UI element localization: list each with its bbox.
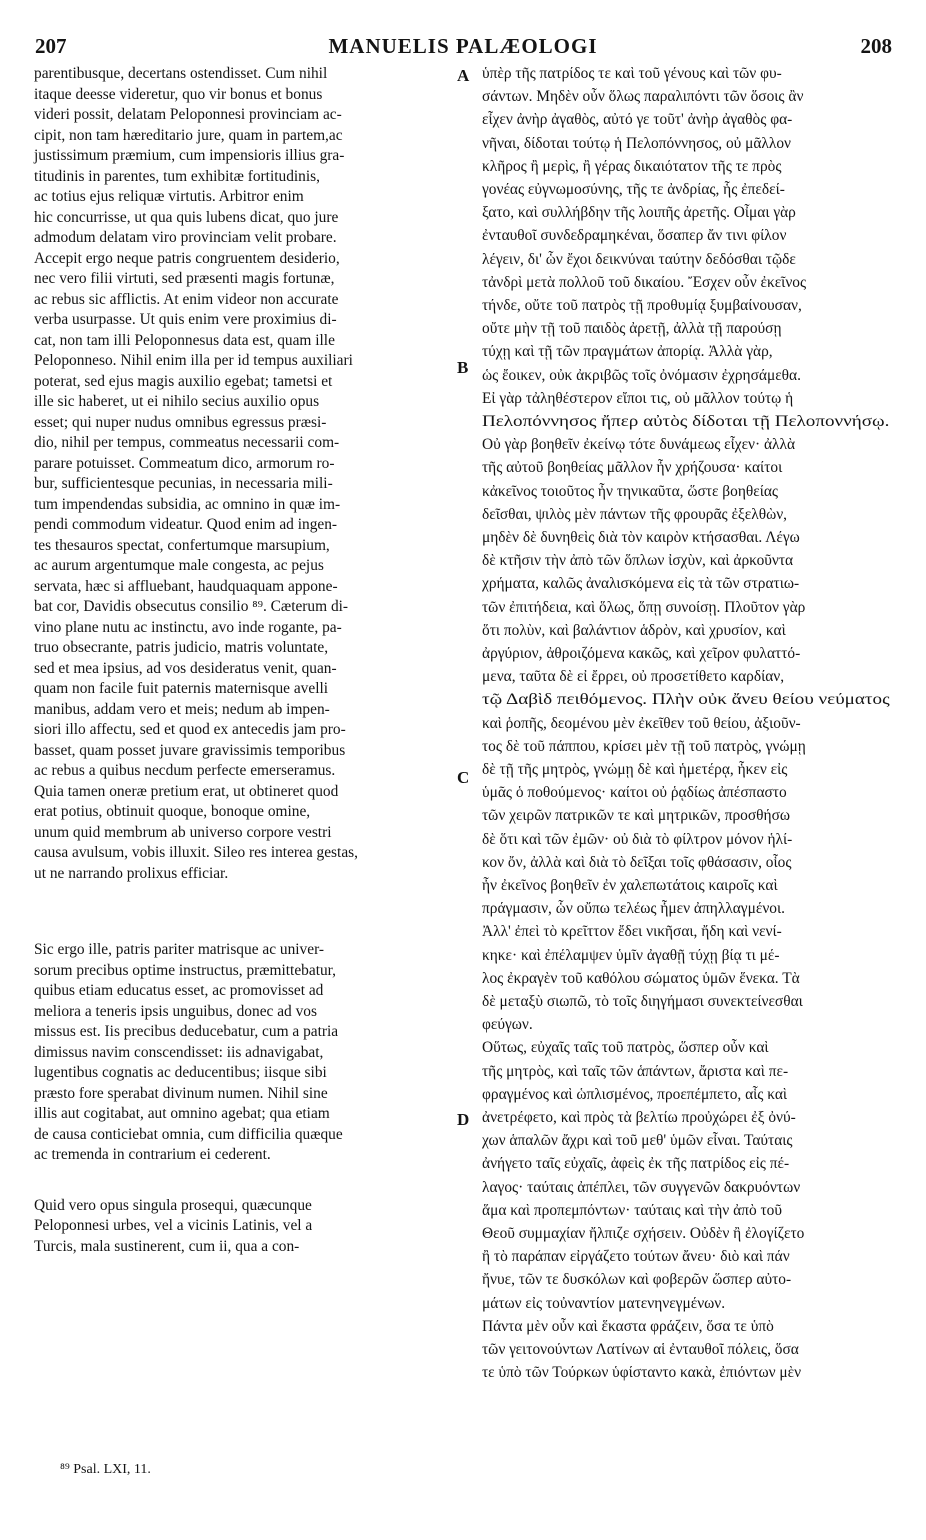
- text-line: γονέας εὐγνωμοσύνης, τῆς τε ἀνδρίας, ἧς ἐπεδεί-: [482, 181, 785, 198]
- text-line: ξατο, καὶ συλλήβδην τῆς λοιπῆς ἀρετῆς. Οἶμαι γὰρ: [482, 204, 796, 222]
- text-line: τῆς μητρὸς, καὶ ταῖς τῶν ἁπάντων, ἄριστα καὶ πε-: [482, 1062, 789, 1080]
- text-line: sed et mea ipsius, ad vos desideratus venit, quan-: [34, 659, 337, 677]
- text-line: basset, quam posset juvare gravissimis temporibus: [34, 741, 346, 759]
- text-line: servata, hæc si affluebant, haudquaquam appone-: [34, 577, 338, 595]
- text-line: Θεοῦ συμμαχίαν ἤλπιζε σχήσειν. Οὐδὲν ἢ ἐλογίζετο: [482, 1225, 805, 1242]
- text-line: τος δὲ τοῦ πάππου, κρίσει μὲν τῇ τοῦ πατρὸς, γνώμῃ: [482, 737, 806, 755]
- text-line: τῷ Δαβὶδ πειθόμενος. Πλὴν οὐκ ἄνευ θείου νεύματος: [482, 691, 890, 709]
- margin-letter-b: B: [457, 358, 469, 377]
- text-line: ἦν ἐκεῖνος βοηθεῖν ἐν χαλεπωτάτοις καιροῖς καὶ: [482, 877, 778, 894]
- text-line: quibus etiam educatus esset, ac promovisset ad: [34, 982, 324, 999]
- text-line: ἅμα καὶ προπεμπόντων· ταύταις καὶ τὴν ἀπὸ τοῦ: [482, 1201, 782, 1219]
- text-line: bat cor, Davidis obsecutus consilio ⁸⁹. Cæterum di-: [34, 598, 349, 615]
- text-line: οὔτε μὴν τῇ τοῦ παιδὸς ἀρετῇ, ἀλλὰ τῇ παρούσῃ: [482, 320, 782, 338]
- text-line: quam non facile fuit paternis maternisque avelli: [34, 680, 329, 697]
- text-line: sorum precibus optime instructus, præmittebatur,: [34, 961, 337, 979]
- text-line: ἤνυε, τῶν τε δυσκόλων καὶ φοβερῶν ὥσπερ αὐτο-: [482, 1271, 792, 1289]
- text-line: verba usurpasse. Ut quis enim vere proximius di-: [34, 311, 337, 328]
- text-line: ἀνετρέφετο, καὶ πρὸς τὰ βελτίω προὐχώρει ἐξ ὀνύ-: [482, 1109, 796, 1126]
- text-line: missus est. Iis precibus deducebatur, cum a patria: [34, 1023, 339, 1040]
- text-line: dimissus navim conscendisset: iis adnavigabat,: [34, 1043, 324, 1061]
- text-line: pendi commodum videatur. Quod enim ad ingen-: [34, 516, 338, 533]
- text-line: ut ne narrando prolixus efficiar.: [34, 864, 229, 882]
- text-line: Quia tamen oneræ pretium erat, ut obtineret quod: [34, 782, 339, 800]
- text-line: εἶχεν ἀνὴρ ἀγαθὸς, αὐτό γε τοῦτ' ἀνὴρ ἀγαθὸς φα-: [482, 111, 793, 129]
- text-line: meliora a teneris ipsis unguibus, donec ad vos: [34, 1002, 317, 1020]
- text-line: parare potuisset. Commeatum dico, armorum ro-: [34, 454, 335, 472]
- text-line: τύχῃ καὶ τῇ τῶν πραγμάτων ἀπορίᾳ. Ἀλλὰ γὰρ,: [482, 343, 773, 361]
- text-line: præsto fore sperabat divinum numen. Nihil sine: [34, 1084, 328, 1102]
- text-line: ac totius ejus reliquæ virtutis. Arbitror enim: [34, 188, 304, 205]
- text-line: λαγος· ταύταις ἀπέπλει, τῶν συγγενῶν δακρυόντων: [482, 1178, 801, 1196]
- text-line: cat, non tam illi Peloponnesus data est, quam ille: [34, 331, 335, 349]
- text-line: τῶν χειρῶν πατρικῶν τε καὶ μητρικῶν, προσθήσω: [482, 807, 791, 825]
- text-line: illis aut cogitabat, aut omnino agebat; qua etiam: [34, 1105, 330, 1122]
- text-line: videri possit, delatam Peloponnesi provinciam ac-: [34, 106, 342, 123]
- text-line: Οὕτως, εὐχαῖς ταῖς τοῦ πατρὸς, ὥσπερ οὖν καὶ: [482, 1039, 769, 1057]
- text-line: dio, nihil per tempus, commeatus necessarii com-: [34, 434, 340, 451]
- text-line: σάντων. Μηδὲν οὖν ὅλως παραλιπόντι τῶν ὅσοις ἂν: [482, 88, 804, 106]
- text-line: λέγειν, δι' ὧν ἔχοι δεικνύναι ταύτην δεδόσθαι τῷδε: [482, 250, 796, 268]
- text-line: Ἀλλ' ἐπεὶ τὸ κρεῖττον ἔδει νικῆσαι, ἤδη καὶ νενί-: [482, 923, 782, 941]
- text-line: ac tremenda in contrarium ei cederent.: [34, 1146, 271, 1163]
- text-line: ὑμᾶς ὁ ποθούμενος· καίτοι οὐ ῥᾳδίως ἀπέσπαστο: [482, 784, 787, 802]
- text-line: Accepit ergo neque patris congruentem desiderio,: [34, 249, 340, 267]
- text-line: δὲ ὅτι καὶ τῶν ἐμῶν· οὐ διὰ τὸ φίλτρον μόνον ἡλί-: [482, 830, 793, 848]
- page-number-right: 208: [860, 34, 892, 58]
- text-line: δὲ τῇ τῆς μητρὸς, γνώμῃ δὲ καὶ ἡμετέρᾳ, ἧκεν εἰς: [482, 761, 788, 778]
- text-line: ac rebus sic afflictis. At enim videor non accurate: [34, 290, 339, 308]
- text-line: τῶν γειτονούντων Λατίνων αἱ ἐνταυθοῖ πόλεις, ὅσα: [482, 1341, 799, 1358]
- page-number-left: 207: [35, 34, 67, 58]
- text-line: κλῆρος ἢ μερὶς, ἢ γέρας δικαιότατον τῆς τε πρὸς: [482, 157, 782, 175]
- text-line: ὑπὲρ τῆς πατρίδος τε καὶ τοῦ γένους καὶ τῶν φυ-: [482, 65, 782, 82]
- text-line: τῶν ἐπιτήδεια, καὶ ὅλως, ὅπῃ συνοίσῃ. Πλοῦτον γὰρ: [482, 598, 806, 616]
- text-line: μάτων εἰς τοὐναντίον ματενηνεγμένων.: [482, 1294, 726, 1312]
- text-line: τἀνδρὶ μετὰ πολλοῦ τοῦ δικαίου. Ἔσχεν οὖν ἐκεῖνος: [482, 273, 807, 291]
- text-line: manibus, addam vero et meis; nedum ab impen-: [34, 700, 330, 718]
- text-line: justissimum præmium, cum impensioris illius gra-: [34, 147, 345, 164]
- text-line: itaque deesse videretur, quo vir bonus et bonus: [34, 85, 323, 103]
- text-line: Peloponneso. Nihil enim illa per id tempus auxiliari: [34, 352, 353, 369]
- text-line: hic concurrisse, ut qua quis lubens dicat, quo jure: [34, 208, 339, 226]
- text-line: κον ὄν, ἀλλὰ καὶ διὰ τὸ δεῖξαι τοῖς φθάσασιν, οἷος: [482, 853, 792, 871]
- text-line: Εἰ γὰρ τἀληθέστερον εἴποι τις, οὐ μᾶλλον τούτῳ ἡ: [482, 389, 794, 407]
- text-line: causa avulsum, vobis illuxit. Sileo res interea gestas,: [34, 844, 358, 861]
- text-line: τῆς αὐτοῦ βοηθείας μᾶλλον ἦν χρήζουσα· καίτοι: [482, 459, 783, 477]
- text-line: poterat, sed ejus magis auxilio egebat; tametsi et: [34, 372, 333, 390]
- text-line: Turcis, mala sustinerent, cum ii, qua a con-: [34, 1237, 300, 1255]
- text-line: Quid vero opus singula prosequi, quæcunque: [34, 1196, 312, 1214]
- text-line: μηδὲν δὲ δυνηθεὶς διὰ τὸν καιρὸν κτήσασθαι. Λέγω: [482, 529, 800, 546]
- text-line: admodum delatam viro provinciam velit probare.: [34, 229, 337, 246]
- text-line: κἀκεῖνος τοιοῦτος ἦν τηνικαῦτα, ὥστε βοηθείας: [482, 482, 778, 500]
- text-line: ille sic haberet, ut ei nihilo secius auxilio opus: [34, 393, 320, 410]
- text-line: κηκε· καὶ ἐπέλαμψεν ὑμῖν ἀγαθῇ τύχῃ βίᾳ τι μέ-: [482, 946, 780, 964]
- margin-letter-d: D: [457, 1110, 470, 1129]
- text-line: nec vero filii virtuti, sed præsenti magis fortunæ,: [34, 270, 335, 287]
- text-line: ac aurum argentumque male congesta, ac pejus: [34, 557, 324, 574]
- text-line: truo obsecrante, patris judicio, matris voluntate,: [34, 639, 329, 656]
- text-line: lugentibus cognatis ac deducentibus; iisque sibi: [34, 1064, 327, 1081]
- text-line: Peloponnesi urbes, vel a vicinis Latinis, vel a: [34, 1217, 313, 1234]
- text-line: λος ἐκραγὲν τοῦ καθόλου σώματος ὑμῶν ἕνεκα. Τὰ: [482, 969, 800, 987]
- text-line: Πελοπόννησος ἤπερ αὐτὸς δίδοται τῇ Πελοποννήσῳ.: [482, 413, 890, 430]
- text-line: parentibusque, decertans ostendisset. Cum nihil: [34, 65, 328, 82]
- text-line: ac rebus a quibus necdum perfecte emerseramus.: [34, 762, 336, 779]
- text-line: ὅτι πολὺν, καὶ βαλάντιον ἁδρὸν, καὶ χρυσίον, καὶ: [482, 621, 786, 639]
- text-line: ὡς ἔοικεν, οὐκ ἀκριβῶς τοῖς ὀνόμασιν ἐχρησάμεθα.: [482, 366, 801, 384]
- text-line: de causa conticiebat omnia, cum difficilia quæque: [34, 1125, 343, 1143]
- text-line: Πάντα μὲν οὖν καὶ ἕκαστα φράζειν, ὅσα τε ὑπὸ: [482, 1317, 774, 1335]
- text-line: νῆναι, δίδοται τούτῳ ἡ Πελοπόννησος, οὐ μᾶλλον: [482, 134, 792, 152]
- text-line: μενα, ταῦτα δὲ εἰ ἔρρει, οὐ προσετίθετο καρδίαν,: [482, 668, 785, 686]
- text-line: Sic ergo ille, patris pariter matrisque ac univer-: [34, 941, 325, 958]
- text-line: ἀνήγετο ταῖς εὐχαῖς, ἀφεὶς ἐκ τῆς πατρίδος εἰς πέ-: [482, 1155, 790, 1173]
- text-line: φραγμένος καὶ ὡπλισμένος, προεπέμπετο, αἷς καὶ: [482, 1085, 788, 1103]
- text-line: titudinis in parentes, tum exhibitæ fortitudinis,: [34, 167, 320, 185]
- text-line: δὲ μεταξὺ σιωπῶ, τὸ τοῖς διηγήμασι συνεκτείνεσθαι: [482, 993, 803, 1010]
- text-line: erat potius, obtinuit quoque, bonoque omine,: [34, 803, 311, 820]
- text-line: ἐνταυθοῖ συνδεδραμηκέναι, ὅσαπερ ἄν τινι φίλον: [482, 227, 787, 245]
- text-line: φεύγων.: [482, 1016, 533, 1034]
- text-line: cipit, non tam hæreditario jure, quam in partem,ac: [34, 126, 343, 144]
- text-line: Οὐ γὰρ βοηθεῖν ἐκείνῳ τότε δυνάμεως εἶχεν· ἀλλὰ: [482, 436, 796, 454]
- text-line: δεῖσθαι, ψιλὸς μὲν πάντων τῆς φρουρᾶς ἐξελθὼν,: [482, 505, 788, 523]
- text-line: siori illo affectu, sed et quod ex antecedis jam pro-: [34, 721, 346, 738]
- text-line: unum quid membrum ab universo corpore vestri: [34, 823, 332, 841]
- text-line: vino plane nutu ac instinctu, avo inde rogante, pa-: [34, 618, 342, 636]
- text-line: πράγμασιν, ὧν οὔπω τελέως ἦμεν ἀπηλλαγμένοι.: [482, 900, 785, 918]
- text-line: χων ἁπαλῶν ἄχρι καὶ τοῦ μεθ' ὑμῶν εἶναι. Ταύταις: [482, 1132, 793, 1150]
- text-line: esset; qui nuper nudus omnibus egressus præsi-: [34, 413, 327, 431]
- text-line: τήνδε, οὔτε τοῦ πατρὸς τῇ προθυμίᾳ ξυμβαίνουσαν,: [482, 297, 802, 314]
- running-title: MANUELIS PALÆOLOGI: [328, 34, 598, 58]
- text-line: χρήματα, καλῶς ἀναλισκόμενα εἰς τὰ τῶν στρατιω-: [482, 575, 800, 593]
- margin-letter-a: A: [457, 66, 470, 85]
- margin-letter-c: C: [457, 768, 470, 787]
- text-line: δὲ κτῆσιν τὴν ἀπὸ τῶν ὅπλων ἰσχὺν, καὶ ἀρκοῦντα: [482, 552, 794, 570]
- text-line: τε ὑπὸ τῶν Τούρκων ὑφίσταντο κακὰ, ἐπιόντων μὲν: [482, 1364, 802, 1382]
- text-line: ἀργύριον, ἀθροιζόμενα κακῶς, καὶ χεῖρον φυλαττό-: [482, 645, 801, 662]
- footnote: ⁸⁹ Psal. LXI, 11.: [60, 1462, 151, 1477]
- text-line: tum impendendas subsidia, ac omnino in quæ im-: [34, 495, 341, 513]
- text-line: καὶ ῥοπῆς, δεομένου μὲν ἐκεῖθεν τοῦ θείου, ἀξιοῦν-: [482, 714, 801, 732]
- text-line: ἢ τὸ παράπαν εἰργάζετο τούτων ἄνευ· διὸ καὶ πάν: [482, 1248, 790, 1266]
- text-line: bur, sufficientesque pecunias, in necessaria mili-: [34, 475, 333, 492]
- text-line: tes thesauros spectat, confertumque marsupium,: [34, 536, 330, 554]
